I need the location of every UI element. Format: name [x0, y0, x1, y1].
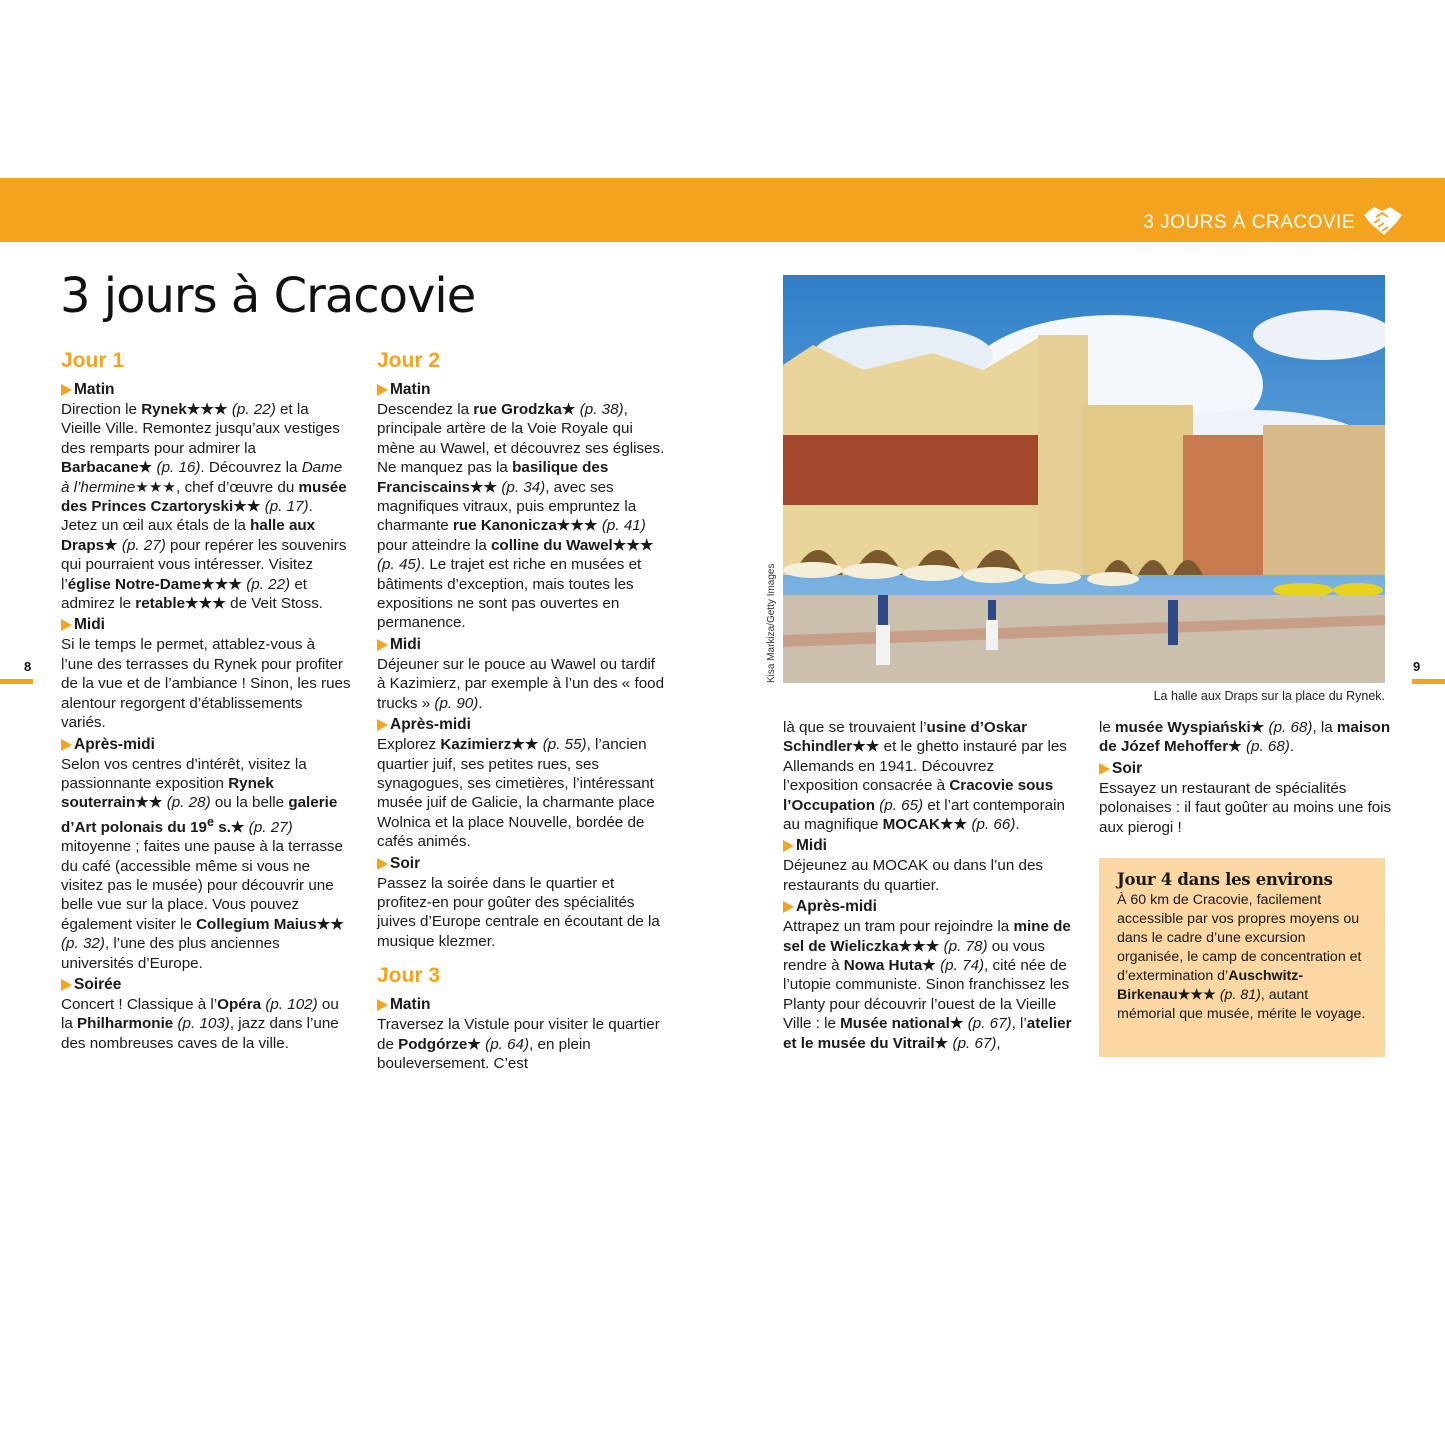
slot-heading-soir: Soir: [1099, 759, 1399, 779]
paragraph: Explorez Kazimierz★★ (p. 55), l’ancien quartier juif, ses petites rues, ses synagogues, ses cimetières, l’intéressant musée juif de Galicie, la charmante place Wolnica et la place Nouvelle, bordée de cafés animés.: [377, 736, 655, 851]
arrow-icon: [377, 858, 388, 870]
sidebox-title: Jour 4 dans les environs: [1117, 870, 1333, 889]
paragraph: Passez la soirée dans le quartier et profitez-en pour goûter des spécialités juives d’Europe centrale en écoutant de la musique klezmer.: [377, 874, 660, 950]
paragraph: Attrapez un tram pour rejoindre la mine de sel de Wieliczka★★★ (p. 78) ou vous rendre à Nowa Huta★ (p. 74), cité née de l’utopie communiste. Sinon franchissez les Planty pour découvrir l’ouest de la Vieille Ville : le Musée national★ (p. 67), l’atelier et le musée du Vitrail★ (p. 67),: [783, 918, 1072, 1052]
slot-heading-apres-midi: Après-midi: [783, 897, 1073, 917]
paragraph: Essayez un restaurant de spécialités polonaises : il faut goûter au moins une fois aux pierogi !: [1099, 779, 1392, 836]
arrow-icon: [61, 384, 72, 396]
sidebox-text: À 60 km de Cracovie, facilement accessible par vos propres moyens ou dans le cadre d’une excursion organisée, le camp de concentration et d’extermination d’Auschwitz-Birkenau★★★ (p. 81), autant mémorial que musée, mérite le voyage.: [1117, 892, 1366, 1022]
handshake-icon: [1362, 205, 1404, 237]
day-title: Jour 2: [377, 349, 441, 372]
slot-heading-midi: Midi: [783, 836, 1073, 856]
section-title: 3 JOURS À CRACOVIE: [1143, 212, 1355, 233]
page-number-bar: [1412, 679, 1445, 684]
page-number-left: 8: [24, 659, 32, 674]
arrow-icon: [377, 999, 388, 1011]
day-title: Jour 3: [377, 964, 441, 988]
page-title: 3 jours à Cracovie: [60, 268, 476, 324]
paragraph: le musée Wyspiański★ (p. 68), la maison de Józef Mehoffer★ (p. 68).: [1099, 719, 1391, 756]
photo-caption: La halle aux Draps sur la place du Rynek.: [1153, 689, 1385, 703]
column-day-2: [377, 348, 667, 1075]
day-title: Jour 1: [61, 349, 125, 372]
page-number-bar: [0, 679, 33, 684]
paragraph: Selon vos centres d’intérêt, visitez la passionnante exposition Rynek souterrain★★ (p. 28) ou la belle galerie d’Art polonais du 19e s.★ (p. 27) mitoyenne ; faites une pause à la terrasse du café (accessible même si vous ne visitez pas le musée) pour découvrir une belle vue sur la place. Vous pouvez également visiter le Collegium Maius★★ (p. 32), l’une des plus anciennes universités d’Europe.: [61, 755, 344, 972]
arrow-icon: [61, 619, 72, 631]
arrow-icon: [61, 739, 72, 751]
paragraph: Si le temps le permet, attablez-vous à l’une des terrasses du Rynek pour profiter de la vue et de l’ambiance ! Sinon, les rues alentour regorgent d’établissements variés.: [61, 636, 351, 732]
arrow-icon: [377, 384, 388, 396]
paragraph: Déjeuner sur le pouce au Wawel ou tardif à Kazimierz, par exemple à l’un des « food trucks » (p. 90).: [377, 655, 665, 712]
paragraph: Traversez la Vistule pour visiter le quartier de Podgórze★ (p. 64), en plein bouleversement. C’est: [377, 1016, 660, 1072]
arrow-icon: [377, 639, 388, 651]
paragraph: Descendez la rue Grodzka★ (p. 38), principale artère de la Voie Royale qui mène au Wawel, et découvrez ses églises. Ne manquez pas la basilique des Franciscains★★ (p. 34), avec ses magnifiques vitraux, puis empruntez la charmante rue Kanonicza★★★ (p. 41) pour atteindre la colline du Wawel★★★ (p. 45). Le trajet est riche en musées et bâtiments d’exception, mais toutes les expositions ne sont pas ouvertes en permanence.: [377, 401, 665, 632]
photo-illustration: [783, 275, 1385, 683]
slot-heading-midi: Midi: [61, 615, 351, 635]
arrow-icon: [1099, 763, 1110, 775]
column-day-3-continued: [783, 718, 1073, 1055]
arrow-icon: [783, 901, 794, 913]
arrow-icon: [61, 979, 72, 991]
page-number-right: 9: [1413, 659, 1421, 674]
slot-heading-midi: Midi: [377, 635, 667, 655]
slot-heading-matin: Matin: [377, 995, 667, 1015]
column-day-1: [61, 348, 351, 1055]
day-4-sidebox: [1099, 858, 1385, 1057]
paragraph: là que se trouvaient l’usine d’Oskar Schindler★★ et le ghetto instauré par les Allemands en 1941. Découvrez l’exposition consacrée à Cracovie sous l’Occupation (p. 65) et l’art contemporain au magnifique MOCAK★★ (p. 66).: [783, 719, 1067, 834]
photo-credit: Kisa Markiza/Getty Images: [766, 563, 777, 683]
paragraph: Direction le Rynek★★★ (p. 22) et la Vieille Ville. Remontez jusqu’aux vestiges des remparts pour admirer la Barbacane★ (p. 16). Découvrez la Dame à l’hermine★★★, chef d’œuvre du musée des Princes Czartoryski★★ (p. 17). Jetez un œil aux étals de la halle aux Draps★ (p. 27) pour repérer les souvenirs qui pourraient vous intéresser. Visitez l’église Notre-Dame★★★ (p. 22) et admirez le retable★★★ de Veit Stoss.: [61, 401, 347, 613]
slot-heading-matin: Matin: [377, 380, 667, 400]
slot-heading-soiree: Soirée: [61, 975, 351, 995]
arrow-icon: [783, 840, 794, 852]
paragraph: Concert ! Classique à l’Opéra (p. 102) ou la Philharmonie (p. 103), jazz dans l’une des nombreuses caves de la ville.: [61, 996, 339, 1052]
slot-heading-matin: Matin: [61, 380, 351, 400]
arrow-icon: [377, 719, 388, 731]
column-day-3-end: [1099, 718, 1399, 839]
paragraph: Déjeunez au MOCAK ou dans l’un des restaurants du quartier.: [783, 857, 1044, 894]
slot-heading-apres-midi: Après-midi: [61, 735, 351, 755]
slot-heading-soir: Soir: [377, 854, 667, 874]
slot-heading-apres-midi: Après-midi: [377, 715, 667, 735]
photo-cloth-hall: [783, 275, 1385, 683]
